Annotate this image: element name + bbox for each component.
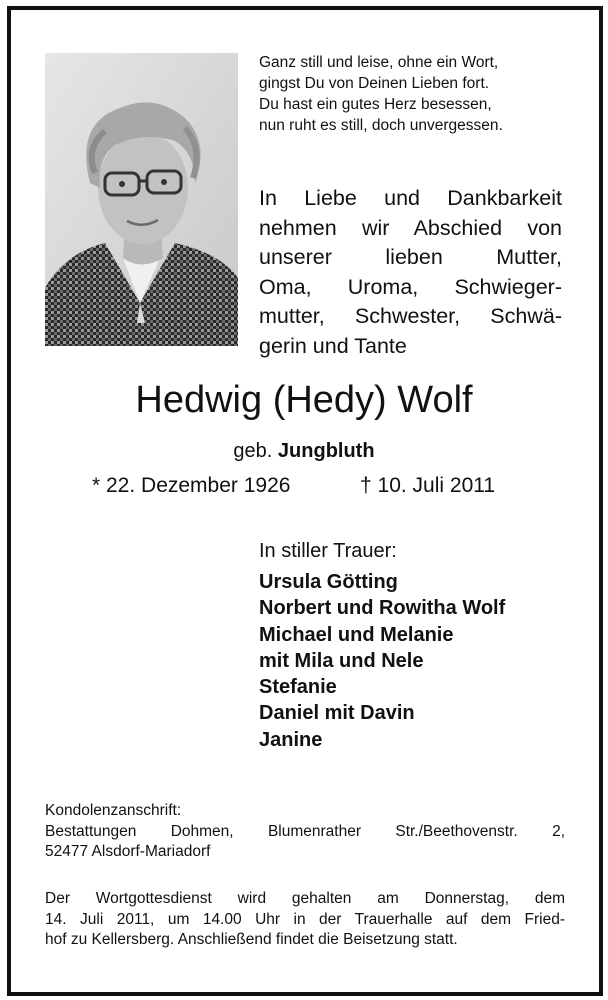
life-dates — [92, 472, 522, 500]
mourners-list — [259, 537, 579, 753]
service-line: 14. Juli 2011, um 14.00 Uhr in der Trauerhalle auf dem Fried- — [45, 910, 565, 928]
mourner-name: Michael und Melanie — [259, 623, 454, 646]
service-line: hof zu Kellersberg. Anschließend findet die Beisetzung statt. — [45, 931, 458, 948]
farewell-line: unserer lieben Mutter, — [259, 245, 562, 269]
portrait-photo — [45, 53, 238, 346]
poem-line: Ganz still und leise, ohne ein Wort, — [259, 54, 499, 71]
birth-name-prefix: geb. — [233, 440, 273, 462]
farewell-line: In Liebe und Dankbarkeit — [259, 186, 562, 210]
farewell-line: gerin und Tante — [259, 333, 407, 358]
condolence-line: Bestattungen Dohmen, Blumenrather Str./Beethovenstr. 2, — [45, 822, 565, 840]
mourner-name: mit Mila und Nele — [259, 649, 424, 672]
poem-line: gingst Du von Deinen Lieben fort. — [259, 75, 490, 92]
service-line: Der Wortgottesdienst wird gehalten am Donnerstag, dem — [45, 890, 565, 907]
condolence-address — [45, 801, 565, 863]
condolence-heading: Kondolenzanschrift: — [45, 802, 182, 819]
portrait-icon — [45, 53, 238, 346]
farewell-line: Oma, Uroma, Schwieger- — [259, 274, 562, 299]
mourners-heading: In stiller Trauer: — [259, 540, 397, 562]
birth-surname: Jungbluth — [277, 440, 375, 462]
mourner-name: Daniel mit Davin — [259, 702, 415, 725]
birth-name — [0, 438, 608, 464]
mourner-name: Janine — [259, 728, 323, 751]
deceased-name: Hedwig (Hedy) Wolf — [135, 379, 473, 421]
death-date: † 10. Juli 2011 — [360, 474, 496, 497]
farewell-text — [259, 184, 562, 361]
mourner-name: Norbert und Rowitha Wolf — [259, 597, 506, 620]
poem — [259, 52, 569, 136]
farewell-line: mutter, Schwester, Schwä- — [259, 304, 562, 328]
mourner-name: Ursula Götting — [259, 571, 398, 593]
birth-date: * 22. Dezember 1926 — [92, 474, 291, 497]
mourner-name: Stefanie — [259, 676, 337, 699]
farewell-line: nehmen wir Abschied von — [259, 215, 562, 240]
condolence-line: 52477 Alsdorf-Mariadorf — [45, 843, 211, 860]
poem-line: nun ruht es still, doch unvergessen. — [259, 117, 503, 134]
poem-line: Du hast ein gutes Herz besessen, — [259, 96, 492, 113]
service-notice — [45, 889, 565, 951]
